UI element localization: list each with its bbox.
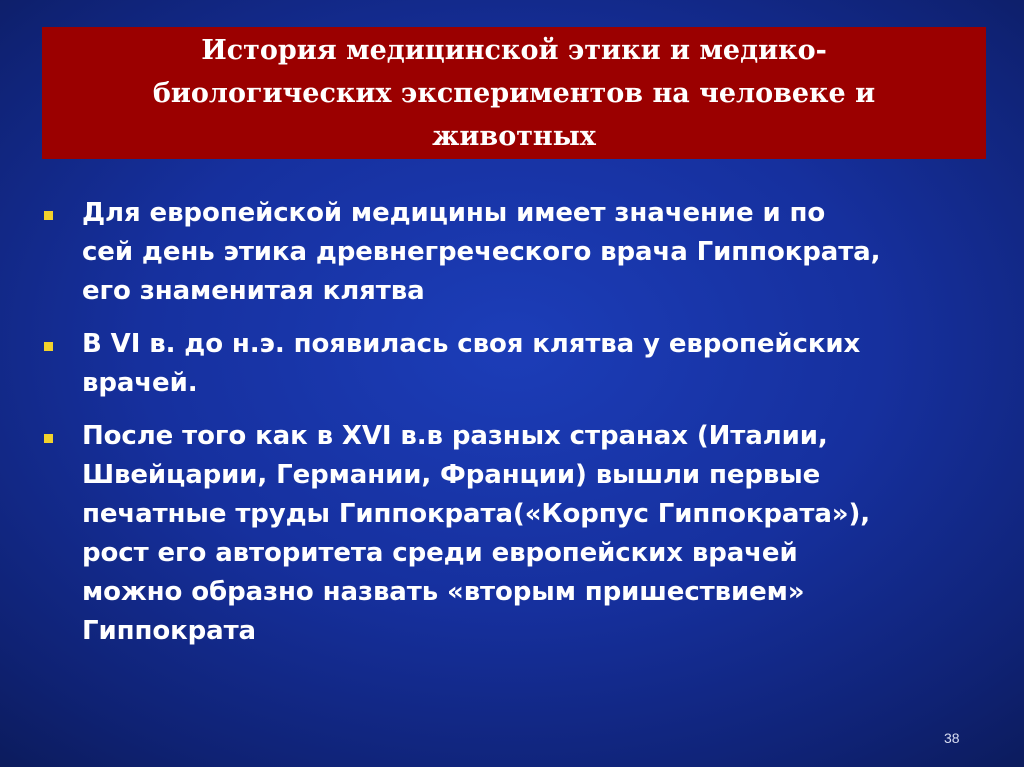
bullet-item xyxy=(44,417,994,651)
bullet-list xyxy=(44,194,994,665)
square-bullet-icon xyxy=(44,434,53,443)
page-number: 38 xyxy=(944,730,960,746)
bullet-text: После того как в XVI в.в разных странах (Италии, Швейцарии, Германии, Франции) вышли первые печатные труды Гиппократа(«Корпус Гиппократа»), рост его авторитета среди европейских врачей можно образно назвать «вторым пришествием» Гиппократа xyxy=(82,421,871,646)
bullet-text: В VI в. до н.э. появилась своя клятва у европейских врачей. xyxy=(82,329,861,398)
bullet-item xyxy=(44,325,994,403)
square-bullet-icon xyxy=(44,342,53,351)
bullet-text: Для европейской медицины имеет значение и по сей день этика древнегреческого врача Гиппократа, его знаменитая клятва xyxy=(82,198,881,306)
slide-title: История медицинской этики и медико- биологических экспериментов на человеке и животных xyxy=(152,35,876,152)
title-banner xyxy=(42,27,986,159)
bullet-item xyxy=(44,194,994,311)
square-bullet-icon xyxy=(44,211,53,220)
